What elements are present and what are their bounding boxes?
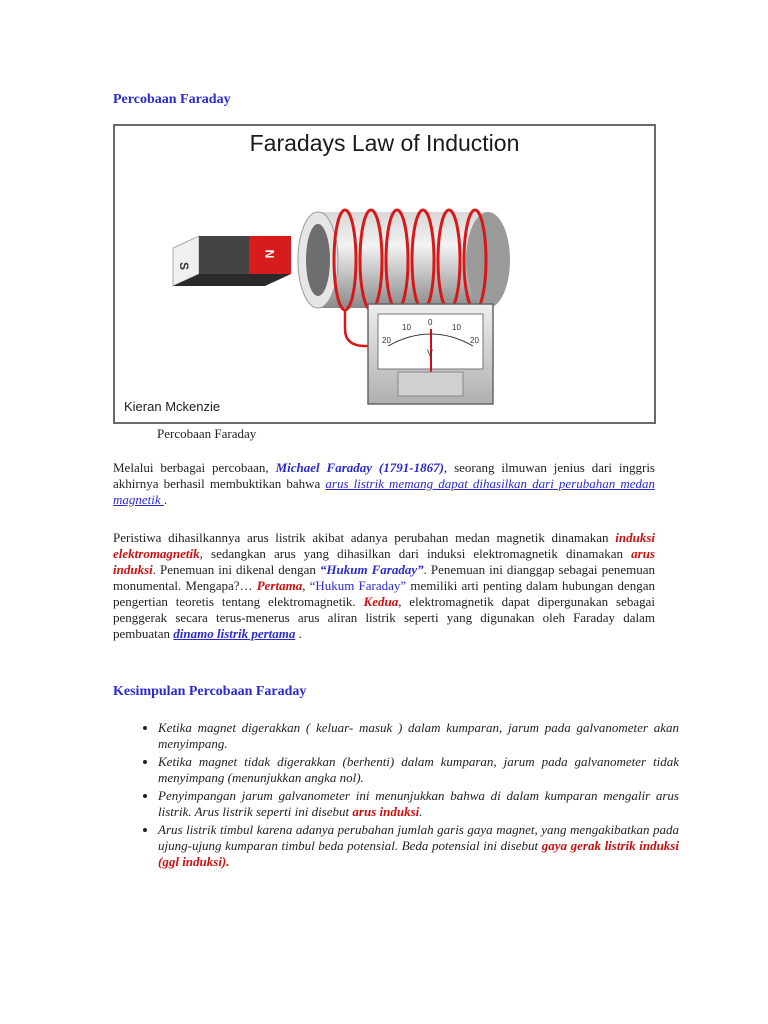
term-kedua: Kedua	[363, 594, 399, 609]
text: Arus listrik timbul karena adanya perubahan jumlah garis gaya magnet, yang mengakibatkan pada ujung-ujung kumparan timbul beda potensial. Beda potensial ini disebut	[158, 822, 679, 853]
magnet-south-label: S	[177, 261, 192, 271]
link-arus-listrik[interactable]: arus listrik memang dapat dihasilkan dari perubahan medan magnetik	[113, 476, 655, 507]
text: .	[163, 492, 168, 507]
faraday-illustration	[113, 124, 656, 424]
list-item: • Ketika magnet tidak digerakkan (berhenti) dalam kumparan, jarum pada galvanometer tidak menyimpang (menunjukkan angka nol).	[158, 754, 679, 786]
term-ggl-induksi: gaya gerak listrik induksi (ggl induksi)	[158, 838, 679, 869]
term-pertama: Pertama	[256, 578, 303, 593]
figure-title: Faradays Law of Induction	[249, 130, 520, 156]
list-item: • Ketika magnet digerakkan ( keluar- masuk ) dalam kumparan, jarum pada galvanometer akan menyimpang.	[158, 720, 679, 752]
paragraph-induction	[113, 530, 655, 642]
meter-unit-label: V	[427, 348, 434, 358]
text: Peristiwa dihasilkannya arus listrik akibat adanya perubahan medan magnetik dinamakan	[113, 530, 616, 545]
scale-label-right-inner: 10	[452, 323, 461, 332]
list-item	[158, 822, 679, 870]
section-heading-kesimpulan: Kesimpulan Percobaan Faraday	[113, 684, 307, 699]
text: , seorang ilmuwan jenius dari inggris akhirnya berhasil membuktikan bahwa	[113, 460, 655, 491]
text: , sedangkan arus yang dihasilkan dari induksi elektromagnetik dinamakan	[199, 546, 632, 561]
section-heading-percobaan: Percobaan Faraday	[113, 92, 231, 107]
scale-label-left-inner: 10	[402, 323, 411, 332]
scale-label-left-outer: 20	[382, 336, 391, 345]
term-induksi-elektromagnetik: induksi elektromagnetik	[113, 530, 655, 561]
magnet-north-label: N	[262, 249, 277, 259]
term-hukum-faraday: “Hukum Faraday”	[319, 562, 424, 577]
text: .	[226, 854, 230, 869]
scale-label-right-outer: 20	[470, 336, 479, 345]
text: .	[419, 804, 423, 819]
paragraph-intro	[113, 460, 655, 508]
coil-tube-hole	[306, 224, 330, 296]
term-arus-induksi-list: arus induksi	[352, 804, 420, 819]
scientist-name: Michael Faraday (1791-1867)	[275, 460, 444, 475]
figure-caption: Percobaan Faraday	[157, 426, 257, 441]
text: Penyimpangan jarum galvanometer ini menunjukkan bahwa di dalam kumparan mengalir arus listrik. Arus listrik seperti ini disebut	[158, 788, 679, 819]
text: . Penemuan ini dikenal dengan	[152, 562, 320, 577]
term-arus-induksi: arus induksi	[113, 546, 655, 577]
text: Melalui berbagai percobaan,	[113, 460, 276, 475]
faraday-law-figure	[113, 124, 656, 424]
list-item	[158, 788, 679, 820]
text: .	[295, 626, 302, 641]
term-hukum-faraday-2: “Hukum Faraday”	[309, 578, 407, 593]
text: ,	[302, 578, 310, 593]
coil-tube-end	[466, 212, 510, 308]
text: , elektromagnetik dapat dipergunakan sebagai penggerak secara terus-menerus arus aliran listrik seperti yang digunakan oleh Faraday dalam pembuatan	[113, 594, 655, 641]
figure-credit: Kieran Mckenzie	[124, 399, 221, 414]
scale-label-zero: 0	[428, 318, 433, 327]
conclusion-list	[134, 720, 679, 872]
text: . Penemuan ini dianggap sebagai penemuan monumental. Mengapa?…	[113, 562, 656, 593]
text: memiliki arti penting dalam hubungan dengan pengertian teoretis tentang elektromagnetik.	[113, 578, 655, 609]
link-dinamo-listrik[interactable]: dinamo listrik pertama	[173, 626, 296, 641]
